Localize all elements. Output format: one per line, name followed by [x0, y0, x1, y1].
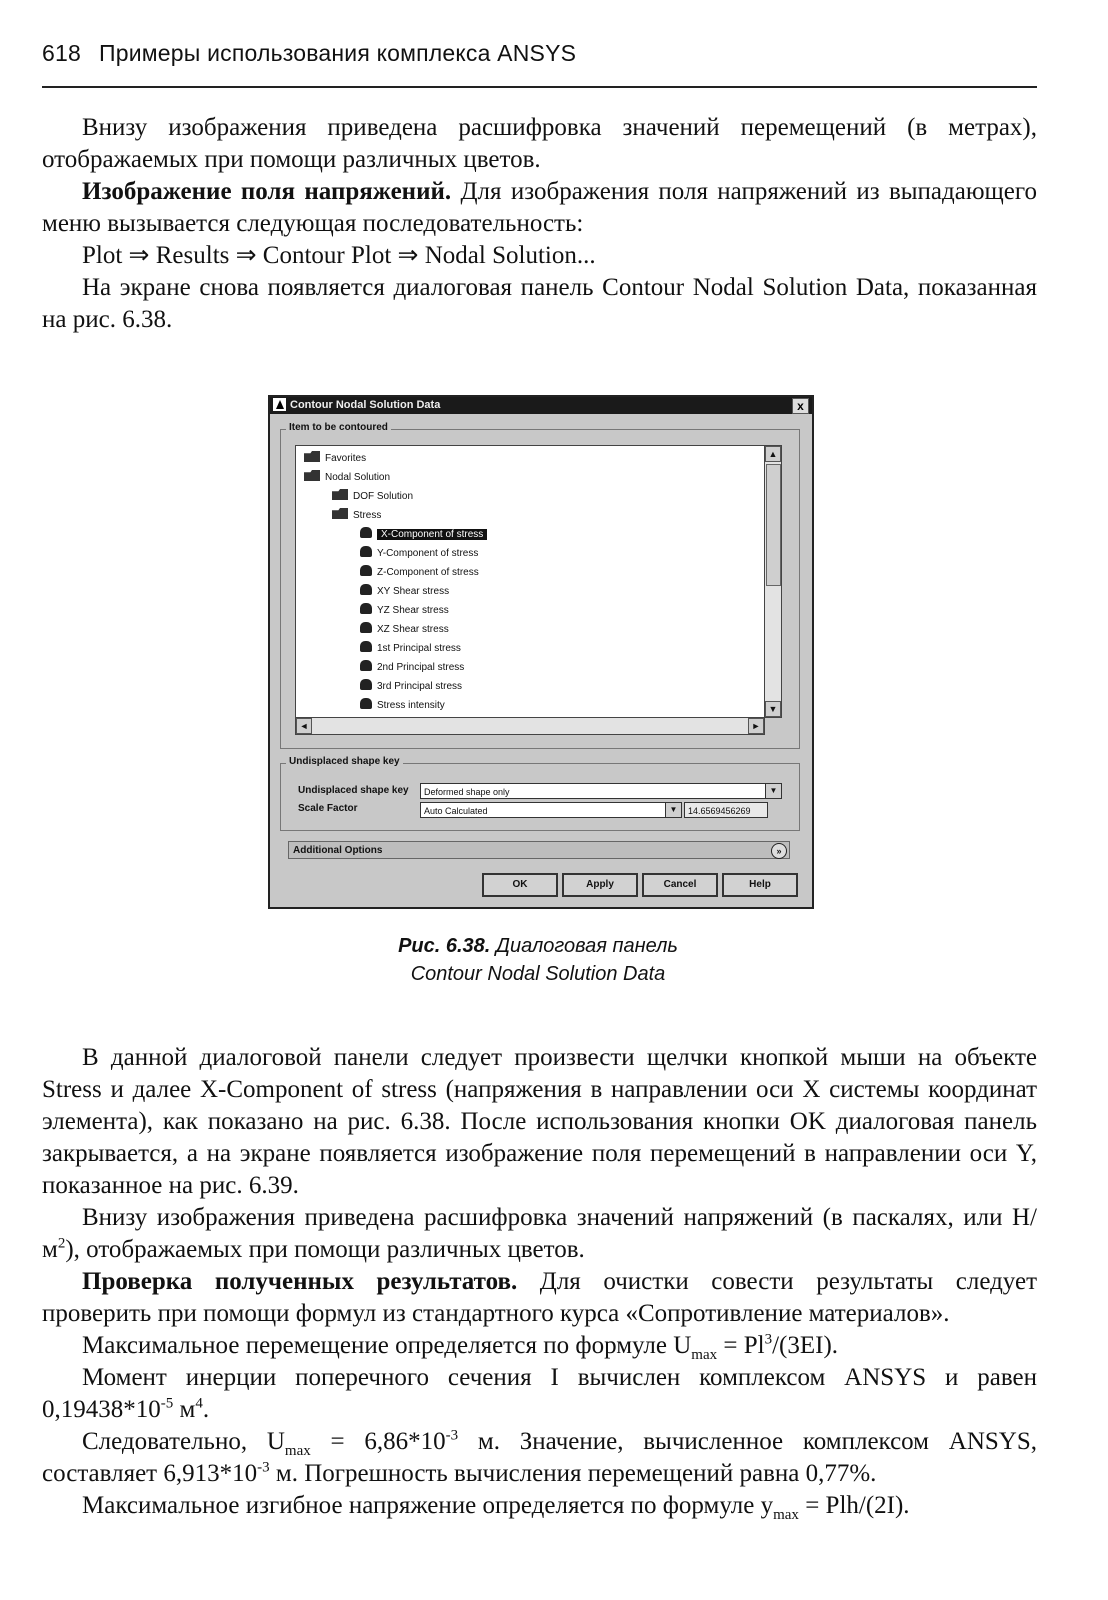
result-icon: [360, 546, 372, 557]
caption-text: Диалоговая панель: [495, 935, 678, 957]
caption-label: Рис. 6.38.: [398, 935, 491, 957]
superscript: 2: [57, 1235, 66, 1252]
text-run: м. Погрешность вычисления перемещений равна 0,77%.: [269, 1460, 877, 1487]
folder-icon: [332, 489, 348, 500]
paragraph: В данной диалоговой панели следует произвести щелчки кнопкой мыши на объекте Stress и далее X-Component of stress (напряжения в направлении оси X системы координат элемента), как показано на рис. 6.38. После использования кнопки OK диалоговая панель закрывается, а на экране появляется изображение поля перемещений в направлении оси Y, показанное на рис. 6.39.: [42, 1044, 1037, 1199]
text-run: м. Значение, вычисленное комплексом ANSYS, составляет 6,913*10: [42, 1428, 1037, 1487]
subscript: max: [691, 1347, 718, 1363]
tree-item-3rd-principal[interactable]: 3rd Principal stress: [360, 678, 462, 696]
superscript: -3: [445, 1427, 459, 1444]
expand-icon[interactable]: »: [771, 843, 787, 859]
dialog-title: Contour Nodal Solution Data: [290, 399, 441, 411]
running-title: Примеры использования комплекса ANSYS: [98, 40, 577, 66]
scroll-down-icon[interactable]: ▼: [765, 701, 781, 717]
scale-factor-label: Scale Factor: [298, 803, 358, 814]
tree-item-yz-shear[interactable]: YZ Shear stress: [360, 602, 449, 620]
intro-text: [42, 112, 1037, 336]
result-icon: [360, 527, 372, 538]
tree-item-2nd-principal[interactable]: 2nd Principal stress: [360, 659, 464, 677]
result-icon: [360, 660, 372, 671]
close-button[interactable]: x: [792, 398, 809, 414]
scroll-left-icon[interactable]: ◄: [296, 718, 312, 734]
text-run: = 6,86*10: [310, 1428, 446, 1455]
text-run: Максимальное изгибное напряжение определяется по формуле y: [82, 1492, 774, 1519]
tree-item-z-component[interactable]: Z-Component of stress: [360, 564, 479, 582]
tree-item-x-component[interactable]: X-Component of stress: [360, 526, 487, 544]
cancel-button[interactable]: Cancel: [642, 873, 718, 897]
tree-item-stress[interactable]: Stress: [332, 507, 381, 525]
help-button[interactable]: Help: [722, 873, 798, 897]
scale-factor-select[interactable]: [420, 802, 682, 818]
result-icon: [360, 679, 372, 690]
result-icon: [360, 698, 372, 709]
paragraph: [42, 1330, 1037, 1362]
scroll-thumb[interactable]: [766, 464, 781, 586]
chevron-down-icon[interactable]: ▼: [765, 784, 781, 798]
contour-nodal-solution-dialog: [268, 395, 814, 909]
paragraph: [42, 1490, 1037, 1522]
undisplaced-key-label: Undisplaced shape key: [298, 785, 409, 796]
result-icon: [360, 565, 372, 576]
tree-horizontal-scrollbar[interactable]: [295, 717, 765, 735]
paragraph: [42, 1362, 1037, 1426]
paragraph: [42, 1426, 1037, 1490]
text-run: = Plh/(2I).: [798, 1492, 910, 1519]
undisplaced-key-value: Deformed shape only: [424, 787, 510, 797]
tree-item-dof-solution[interactable]: DOF Solution: [332, 488, 413, 506]
text-run: Следовательно, U: [82, 1428, 285, 1455]
apply-button[interactable]: Apply: [562, 873, 638, 897]
text-run: = Pl: [717, 1332, 765, 1359]
subscript: max: [284, 1443, 311, 1459]
page-header: [42, 40, 1042, 67]
tree-item-favorites[interactable]: Favorites: [304, 450, 366, 468]
tree-item-1st-principal[interactable]: 1st Principal stress: [360, 640, 461, 658]
scroll-up-icon[interactable]: ▲: [765, 446, 781, 462]
run-in-heading: Проверка полученных результатов.: [82, 1268, 518, 1295]
scale-factor-value: Auto Calculated: [424, 806, 488, 816]
superscript: 3: [764, 1331, 773, 1348]
caption-line-1: [268, 932, 808, 960]
figure-caption: [268, 932, 808, 988]
item-tree[interactable]: [295, 445, 765, 718]
body-text: [42, 1042, 1037, 1522]
text-run: .: [202, 1396, 210, 1423]
text-run: /(3EI).: [772, 1332, 839, 1359]
tree-item-xz-shear[interactable]: XZ Shear stress: [360, 621, 449, 639]
superscript: -5: [160, 1395, 174, 1412]
text-run: Момент инерции поперечного сечения I вычислен комплексом ANSYS и равен 0,19438*10: [42, 1364, 1037, 1423]
text-run: Максимальное перемещение определяется по формуле U: [82, 1332, 692, 1359]
undisplaced-group-label: Undisplaced shape key: [286, 756, 403, 767]
header-rule: [42, 86, 1037, 88]
paragraph: [42, 1202, 1037, 1266]
paragraph: Внизу изображения приведена расшифровка значений перемещений (в метрах), отображаемых при помощи различных цветов.: [42, 114, 1037, 173]
page-number: 618: [42, 40, 81, 66]
scale-factor-number[interactable]: 14.6569456269: [684, 802, 768, 818]
subscript: max: [773, 1507, 799, 1523]
result-icon: [360, 584, 372, 595]
scroll-right-icon[interactable]: ►: [748, 718, 764, 734]
superscript: 4: [195, 1395, 203, 1412]
tree-vertical-scrollbar[interactable]: [764, 445, 782, 718]
result-icon: [360, 603, 372, 614]
additional-options-label: Additional Options: [293, 845, 383, 856]
run-in-heading: Изображение поля напряжений.: [82, 178, 452, 205]
text-run: Для очистки совести результаты следует проверить при помощи формул из стандартного курса «Сопротивление материалов».: [42, 1268, 1038, 1327]
folder-icon: [304, 451, 320, 462]
result-icon: [360, 641, 372, 652]
caption-line-2: Contour Nodal Solution Data: [410, 963, 666, 985]
chevron-down-icon[interactable]: ▼: [665, 803, 681, 817]
tree-item-xy-shear[interactable]: XY Shear stress: [360, 583, 449, 601]
additional-options-bar[interactable]: [288, 841, 790, 859]
menu-sequence: Plot ⇒ Results ⇒ Contour Plot ⇒ Nodal Solution...: [82, 242, 596, 269]
ansys-logo-icon: [273, 398, 286, 411]
tree-item-nodal-solution[interactable]: Nodal Solution: [304, 469, 390, 487]
paragraph: [42, 176, 1037, 240]
text-run: Внизу изображения приведена расшифровка значений напряжений (в паскалях, или Н/м: [42, 1204, 1037, 1263]
item-group-label: Item to be contoured: [286, 422, 391, 433]
ok-button[interactable]: OK: [482, 873, 558, 897]
dialog-titlebar: [270, 397, 812, 414]
paragraph-text: Для изображения поля напряжений из выпадающего меню вызывается следующая последовательность:: [42, 178, 1037, 237]
folder-open-icon: [304, 470, 320, 481]
tree-item-y-component[interactable]: Y-Component of stress: [360, 545, 478, 563]
paragraph: [42, 1266, 1037, 1330]
folder-open-icon: [332, 508, 348, 519]
paragraph: На экране снова появляется диалоговая панель Contour Nodal Solution Data, показанная на рис. 6.38.: [42, 274, 1037, 333]
superscript: -3: [257, 1459, 270, 1476]
result-icon: [360, 622, 372, 633]
text-run: ), отображаемых при помощи различных цветов.: [65, 1236, 585, 1263]
tree-item-stress-intensity[interactable]: Stress intensity: [360, 697, 445, 715]
undisplaced-key-select[interactable]: [420, 783, 782, 799]
text-run: м: [173, 1396, 196, 1423]
